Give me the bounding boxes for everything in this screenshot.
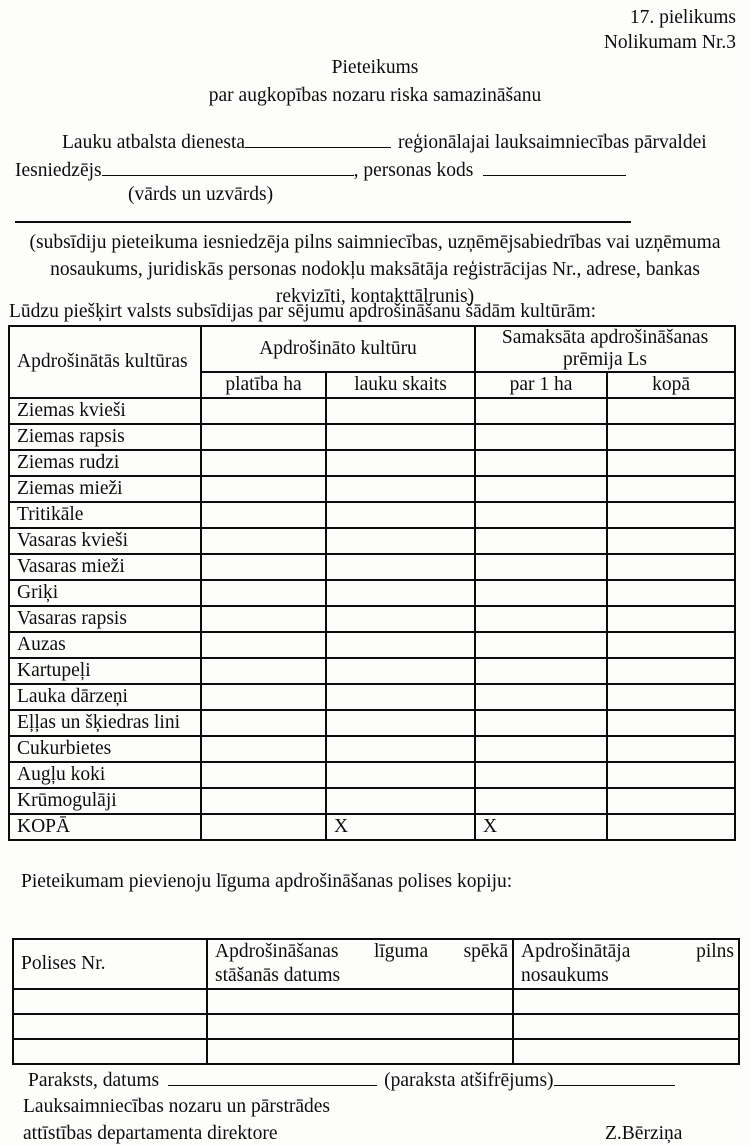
cell-blank: [326, 684, 475, 710]
signature-line: [28, 1068, 748, 1092]
table-row: [13, 1014, 739, 1039]
cell-blank: [201, 580, 326, 606]
cell-blank: [326, 424, 475, 450]
cell-blank: [607, 554, 735, 580]
cell-blank: [607, 450, 735, 476]
personal-code-label: , personas kods: [353, 159, 474, 181]
cell-blank: [201, 684, 326, 710]
cell-blank: [201, 554, 326, 580]
applicant-details-note: (subsīdiju pieteikuma iesniedzēja pilns saimniecības, uzņēmējsabiedrības vai uzņēmuma nosaukums, juridiskās personas nodokļu maksātāja reģistrācijas Nr., adrese, bankas rekvizīti, kontakttālrunis): [29, 232, 721, 307]
cell-blank: [475, 710, 607, 736]
cell-blank: [607, 762, 735, 788]
cell-blank: [201, 502, 326, 528]
recipient-prefix: Lauku atbalsta dienesta: [62, 131, 246, 153]
header-group-premium-line1: Samaksāta apdrošināšanas: [501, 327, 709, 348]
cell-blank: [607, 788, 735, 814]
table-row: [9, 658, 735, 684]
recipient-line: [0, 130, 750, 154]
attachment-line: Pieteikumam pievienoju līguma apdrošināšanas polises kopiju:: [21, 871, 513, 892]
table-row: [9, 606, 735, 632]
cell-blank: [201, 788, 326, 814]
department-title-line2-row: [23, 1123, 750, 1145]
cell-blank: [475, 606, 607, 632]
cell-blank: [607, 736, 735, 762]
cell-blank: [326, 554, 475, 580]
cell-blank: [475, 424, 607, 450]
cell-blank: [475, 684, 607, 710]
table-row: [9, 476, 735, 502]
crop-label: Vasaras kvieši: [9, 528, 201, 554]
total-x-par-1-ha: X: [475, 814, 607, 840]
cell-blank: [326, 606, 475, 632]
table-row: [9, 684, 735, 710]
cell-blank: [326, 736, 475, 762]
header-group-premium: [475, 326, 735, 372]
cell-blank: [475, 580, 607, 606]
table-row: [9, 762, 735, 788]
cell-blank: [201, 528, 326, 554]
department-title-line1: Lauksaimniecības nozaru un pārstrādes: [23, 1096, 331, 1117]
table-row: [13, 1039, 739, 1064]
cell-blank: [201, 762, 326, 788]
cell-blank: [607, 424, 735, 450]
cell-blank: [475, 632, 607, 658]
cell-blank: [513, 1014, 739, 1039]
crop-label: Krūmogulāji: [9, 788, 201, 814]
cell-blank: [326, 450, 475, 476]
cell-blank: [513, 1039, 739, 1064]
cell-blank: [326, 632, 475, 658]
crop-label: Vasaras rapsis: [9, 606, 201, 632]
cell-blank: [607, 710, 735, 736]
header-insurer-name-line2: nosaukums: [521, 965, 609, 986]
cell-blank: [607, 502, 735, 528]
cell-blank: [326, 528, 475, 554]
cell-blank: [607, 580, 735, 606]
crop-label: Kartupeļi: [9, 658, 201, 684]
signatory-name: Z.Bērziņa: [605, 1123, 683, 1144]
blank-regional-office: [245, 130, 391, 148]
table-row: [9, 632, 735, 658]
cell-blank: [607, 658, 735, 684]
subheader-total: kopā: [607, 372, 735, 398]
cell-blank: [513, 989, 739, 1014]
policy-table: [12, 938, 740, 1065]
subheader-area-ha: platība ha: [201, 372, 326, 398]
annex-line-1: 17. pielikums: [629, 7, 736, 28]
cell-blank: [207, 989, 513, 1014]
cell-blank: [326, 788, 475, 814]
cell-blank: [201, 398, 326, 424]
header-policy-number: Polises Nr.: [13, 939, 207, 989]
cell-blank: [326, 476, 475, 502]
cell-blank: [201, 450, 326, 476]
subheader-field-count: lauku skaits: [326, 372, 475, 398]
crop-label: Ziemas kvieši: [9, 398, 201, 424]
cell-blank: [475, 788, 607, 814]
blank-signature-decipher: [554, 1068, 675, 1086]
cell-blank: [607, 632, 735, 658]
blank-applicant-name: [102, 158, 354, 176]
crop-label: Cukurbietes: [9, 736, 201, 762]
crops-table: [8, 325, 736, 841]
crop-label: Lauka dārzeņi: [9, 684, 201, 710]
cell-blank: [326, 710, 475, 736]
cell-blank: [607, 476, 735, 502]
cell-blank: [201, 736, 326, 762]
cell-blank: [607, 684, 735, 710]
cell-blank: [607, 606, 735, 632]
cell-blank: [607, 528, 735, 554]
table-row: [9, 450, 735, 476]
applicant-label: Iesniedzējs: [15, 159, 102, 181]
decipher-label: (paraksta atšifrējums): [384, 1069, 554, 1091]
cell-blank: [475, 476, 607, 502]
table-row: [9, 736, 735, 762]
form-subtitle: par augkopības nozaru riska samazināšanu: [208, 85, 542, 106]
cell-blank: [475, 502, 607, 528]
applicant-line: [15, 158, 750, 182]
annex-reference: [604, 5, 736, 55]
cell-blank: [201, 476, 326, 502]
cell-blank: [326, 398, 475, 424]
crop-label: Tritikāle: [9, 502, 201, 528]
cell-blank: [326, 580, 475, 606]
header-contract-date-line1: Apdrošināšanas līguma spēkā: [215, 941, 508, 962]
crop-label: Ziemas rapsis: [9, 424, 201, 450]
annex-line-2: Nolikumam Nr.3: [603, 32, 736, 53]
cell-blank: [207, 1014, 513, 1039]
cell-blank: [201, 606, 326, 632]
name-note: (vārds un uzvārds): [128, 184, 274, 205]
cell-blank: [475, 736, 607, 762]
cell-blank: [607, 398, 735, 424]
cell-blank: [201, 658, 326, 684]
table-row: [9, 528, 735, 554]
table-row: [13, 989, 739, 1014]
cell-blank: [475, 658, 607, 684]
table-row: [9, 398, 735, 424]
total-label: KOPĀ: [9, 814, 201, 840]
table-row: [9, 502, 735, 528]
recipient-suffix: reģionālajai lauksaimniecības pārvaldei: [398, 131, 707, 153]
form-title: Pieteikums: [331, 57, 419, 78]
cell-blank: [475, 554, 607, 580]
cell-blank: [475, 450, 607, 476]
table-row: [9, 788, 735, 814]
cell-blank: [475, 762, 607, 788]
cell-blank: [475, 528, 607, 554]
blank-signature: [168, 1068, 377, 1086]
cell-blank: [201, 632, 326, 658]
header-insurer-name-line1: Apdrošinātāja pilns: [521, 941, 734, 962]
department-title-line2: attīstības departamenta direktore: [23, 1123, 278, 1144]
total-x-lauku-skaits: X: [326, 814, 475, 840]
subheader-per-ha: par 1 ha: [475, 372, 607, 398]
crop-label: Griķi: [9, 580, 201, 606]
header-insured-crops: Apdrošinātās kultūras: [9, 326, 201, 398]
cell-blank: [13, 1039, 207, 1064]
cell-blank: [607, 814, 735, 840]
cell-blank: [201, 424, 326, 450]
cell-blank: [475, 398, 607, 424]
cell-blank: [207, 1039, 513, 1064]
header-contract-date: [207, 939, 513, 989]
table-row-total: [9, 814, 735, 840]
header-group-premium-line2: prēmija Ls: [563, 349, 647, 370]
table-row: [9, 710, 735, 736]
table-row: [9, 424, 735, 450]
header-insurer-name: [513, 939, 739, 989]
table-row: [9, 554, 735, 580]
crop-label: Ziemas mieži: [9, 476, 201, 502]
cell-blank: [326, 762, 475, 788]
cell-blank: [13, 1014, 207, 1039]
cell-blank: [326, 502, 475, 528]
fill-line: [15, 221, 631, 223]
crop-label: Vasaras mieži: [9, 554, 201, 580]
cell-blank: [13, 989, 207, 1014]
crop-label: Eļļas un šķiedras lini: [9, 710, 201, 736]
cell-blank: [201, 710, 326, 736]
cell-blank: [201, 814, 326, 840]
header-contract-date-line2: stāšanās datums: [215, 965, 341, 986]
crop-label: Augļu koki: [9, 762, 201, 788]
header-group-insured: Apdrošināto kultūru: [201, 326, 475, 372]
signature-label: Paraksts, datums: [28, 1069, 160, 1091]
blank-personal-code: [483, 158, 626, 176]
request-line: Lūdzu piešķirt valsts subsīdijas par sējumu apdrošināšanu šādām kultūrām:: [9, 301, 597, 322]
crop-label: Ziemas rudzi: [9, 450, 201, 476]
table-row: [9, 580, 735, 606]
cell-blank: [326, 658, 475, 684]
crop-label: Auzas: [9, 632, 201, 658]
